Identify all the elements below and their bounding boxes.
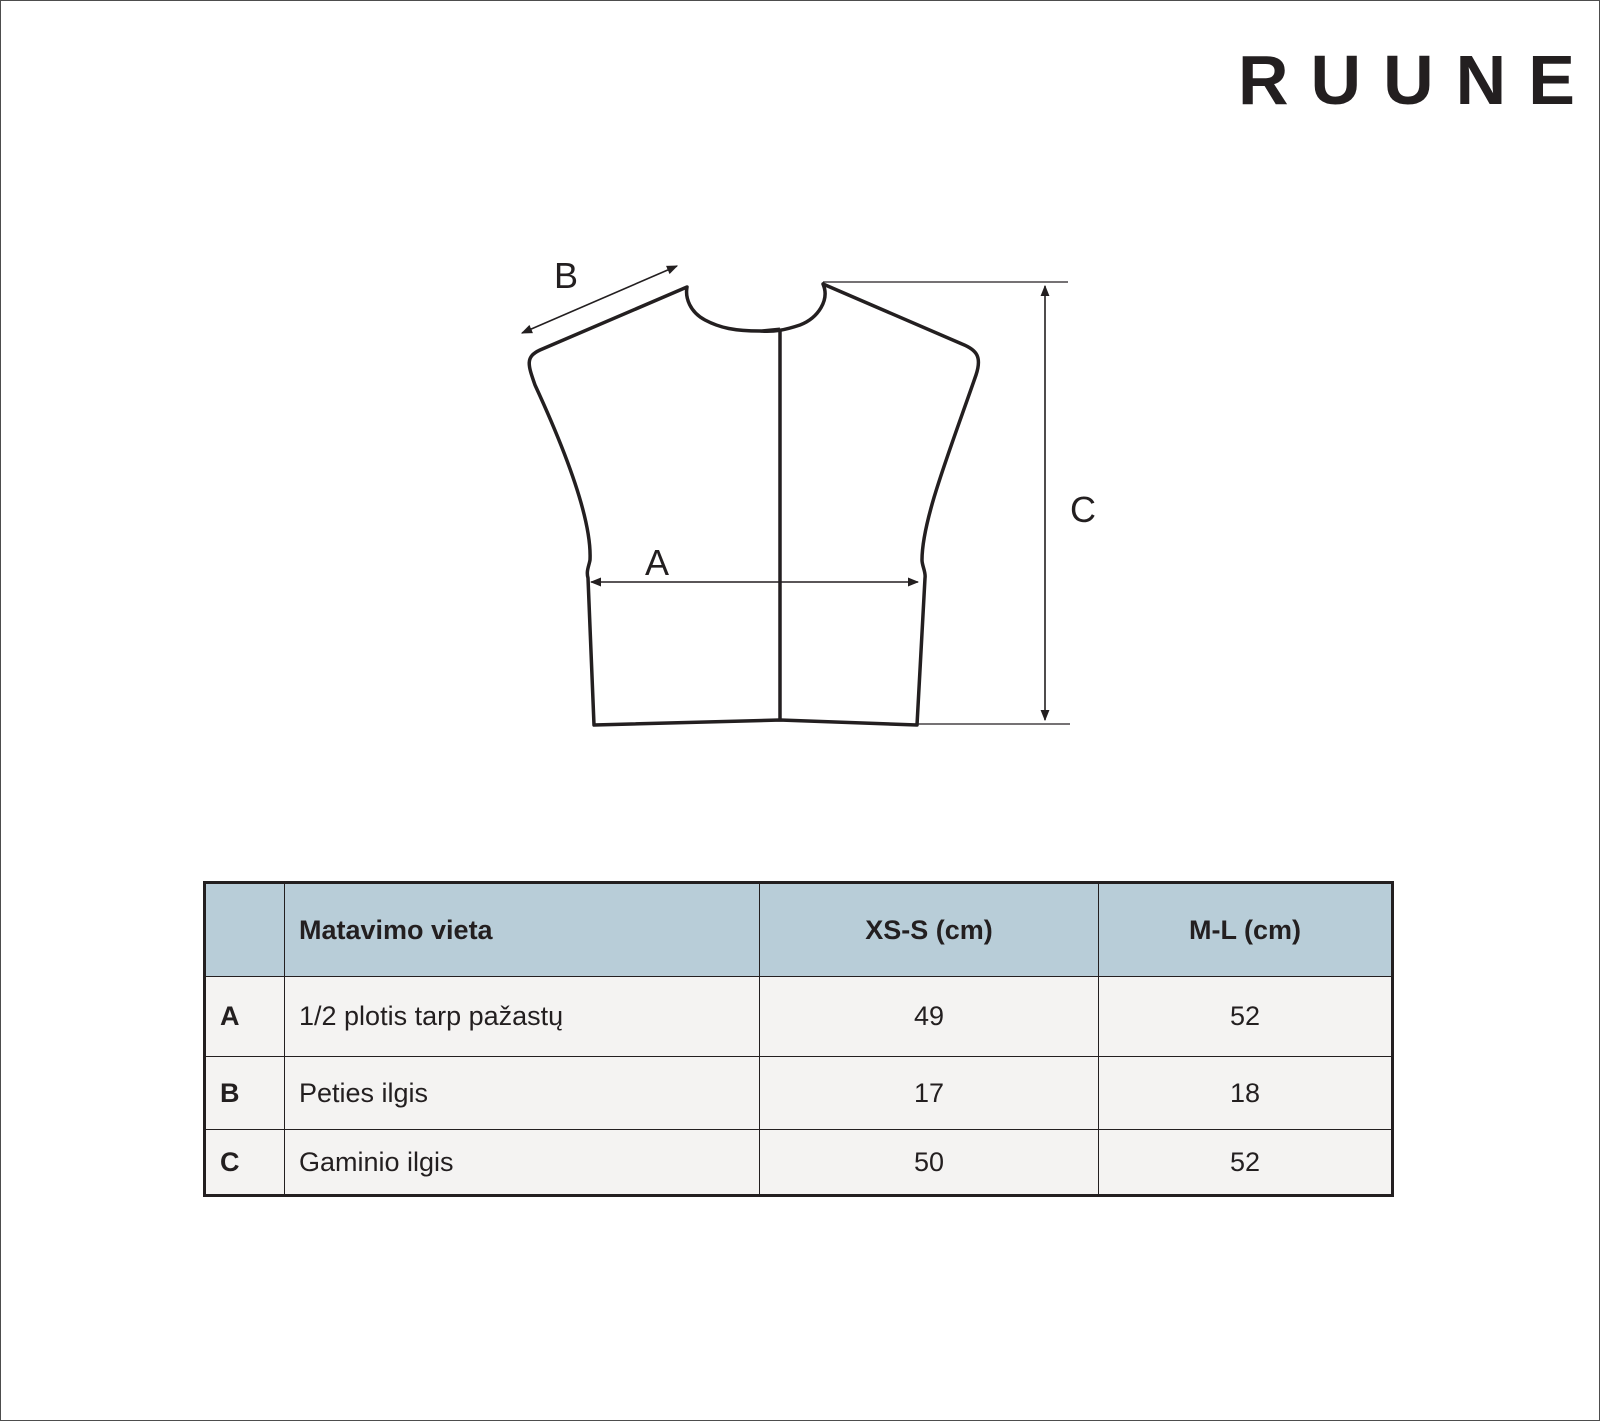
row-m-l-value: 52 [1099, 977, 1393, 1057]
garment-outline [529, 284, 978, 725]
row-key: B [205, 1057, 285, 1130]
row-xs-s-value: 17 [760, 1057, 1099, 1130]
header-m-l: M-L (cm) [1099, 883, 1393, 977]
row-m-l-value: 52 [1099, 1130, 1393, 1196]
row-xs-s-value: 50 [760, 1130, 1099, 1196]
size-table [203, 881, 1394, 1197]
brand-logo: RUUNE [1238, 41, 1597, 119]
table-row [205, 1130, 1393, 1196]
row-measurement: 1/2 plotis tarp pažastų [285, 977, 760, 1057]
table-row [205, 977, 1393, 1057]
dimension-a-label: A [645, 542, 670, 583]
header-measurement: Matavimo vieta [285, 883, 760, 977]
dimension-b-label: B [554, 255, 579, 296]
dimension-c-label: C [1070, 489, 1096, 530]
row-key: A [205, 977, 285, 1057]
row-xs-s-value: 49 [760, 977, 1099, 1057]
table-row [205, 1057, 1393, 1130]
row-measurement: Peties ilgis [285, 1057, 760, 1130]
row-m-l-value: 18 [1099, 1057, 1393, 1130]
row-measurement: Gaminio ilgis [285, 1130, 760, 1196]
header-key [205, 883, 285, 977]
neck-overlap [760, 329, 780, 331]
row-key: C [205, 1130, 285, 1196]
table-header-row [205, 883, 1393, 977]
header-xs-s: XS-S (cm) [760, 883, 1099, 977]
